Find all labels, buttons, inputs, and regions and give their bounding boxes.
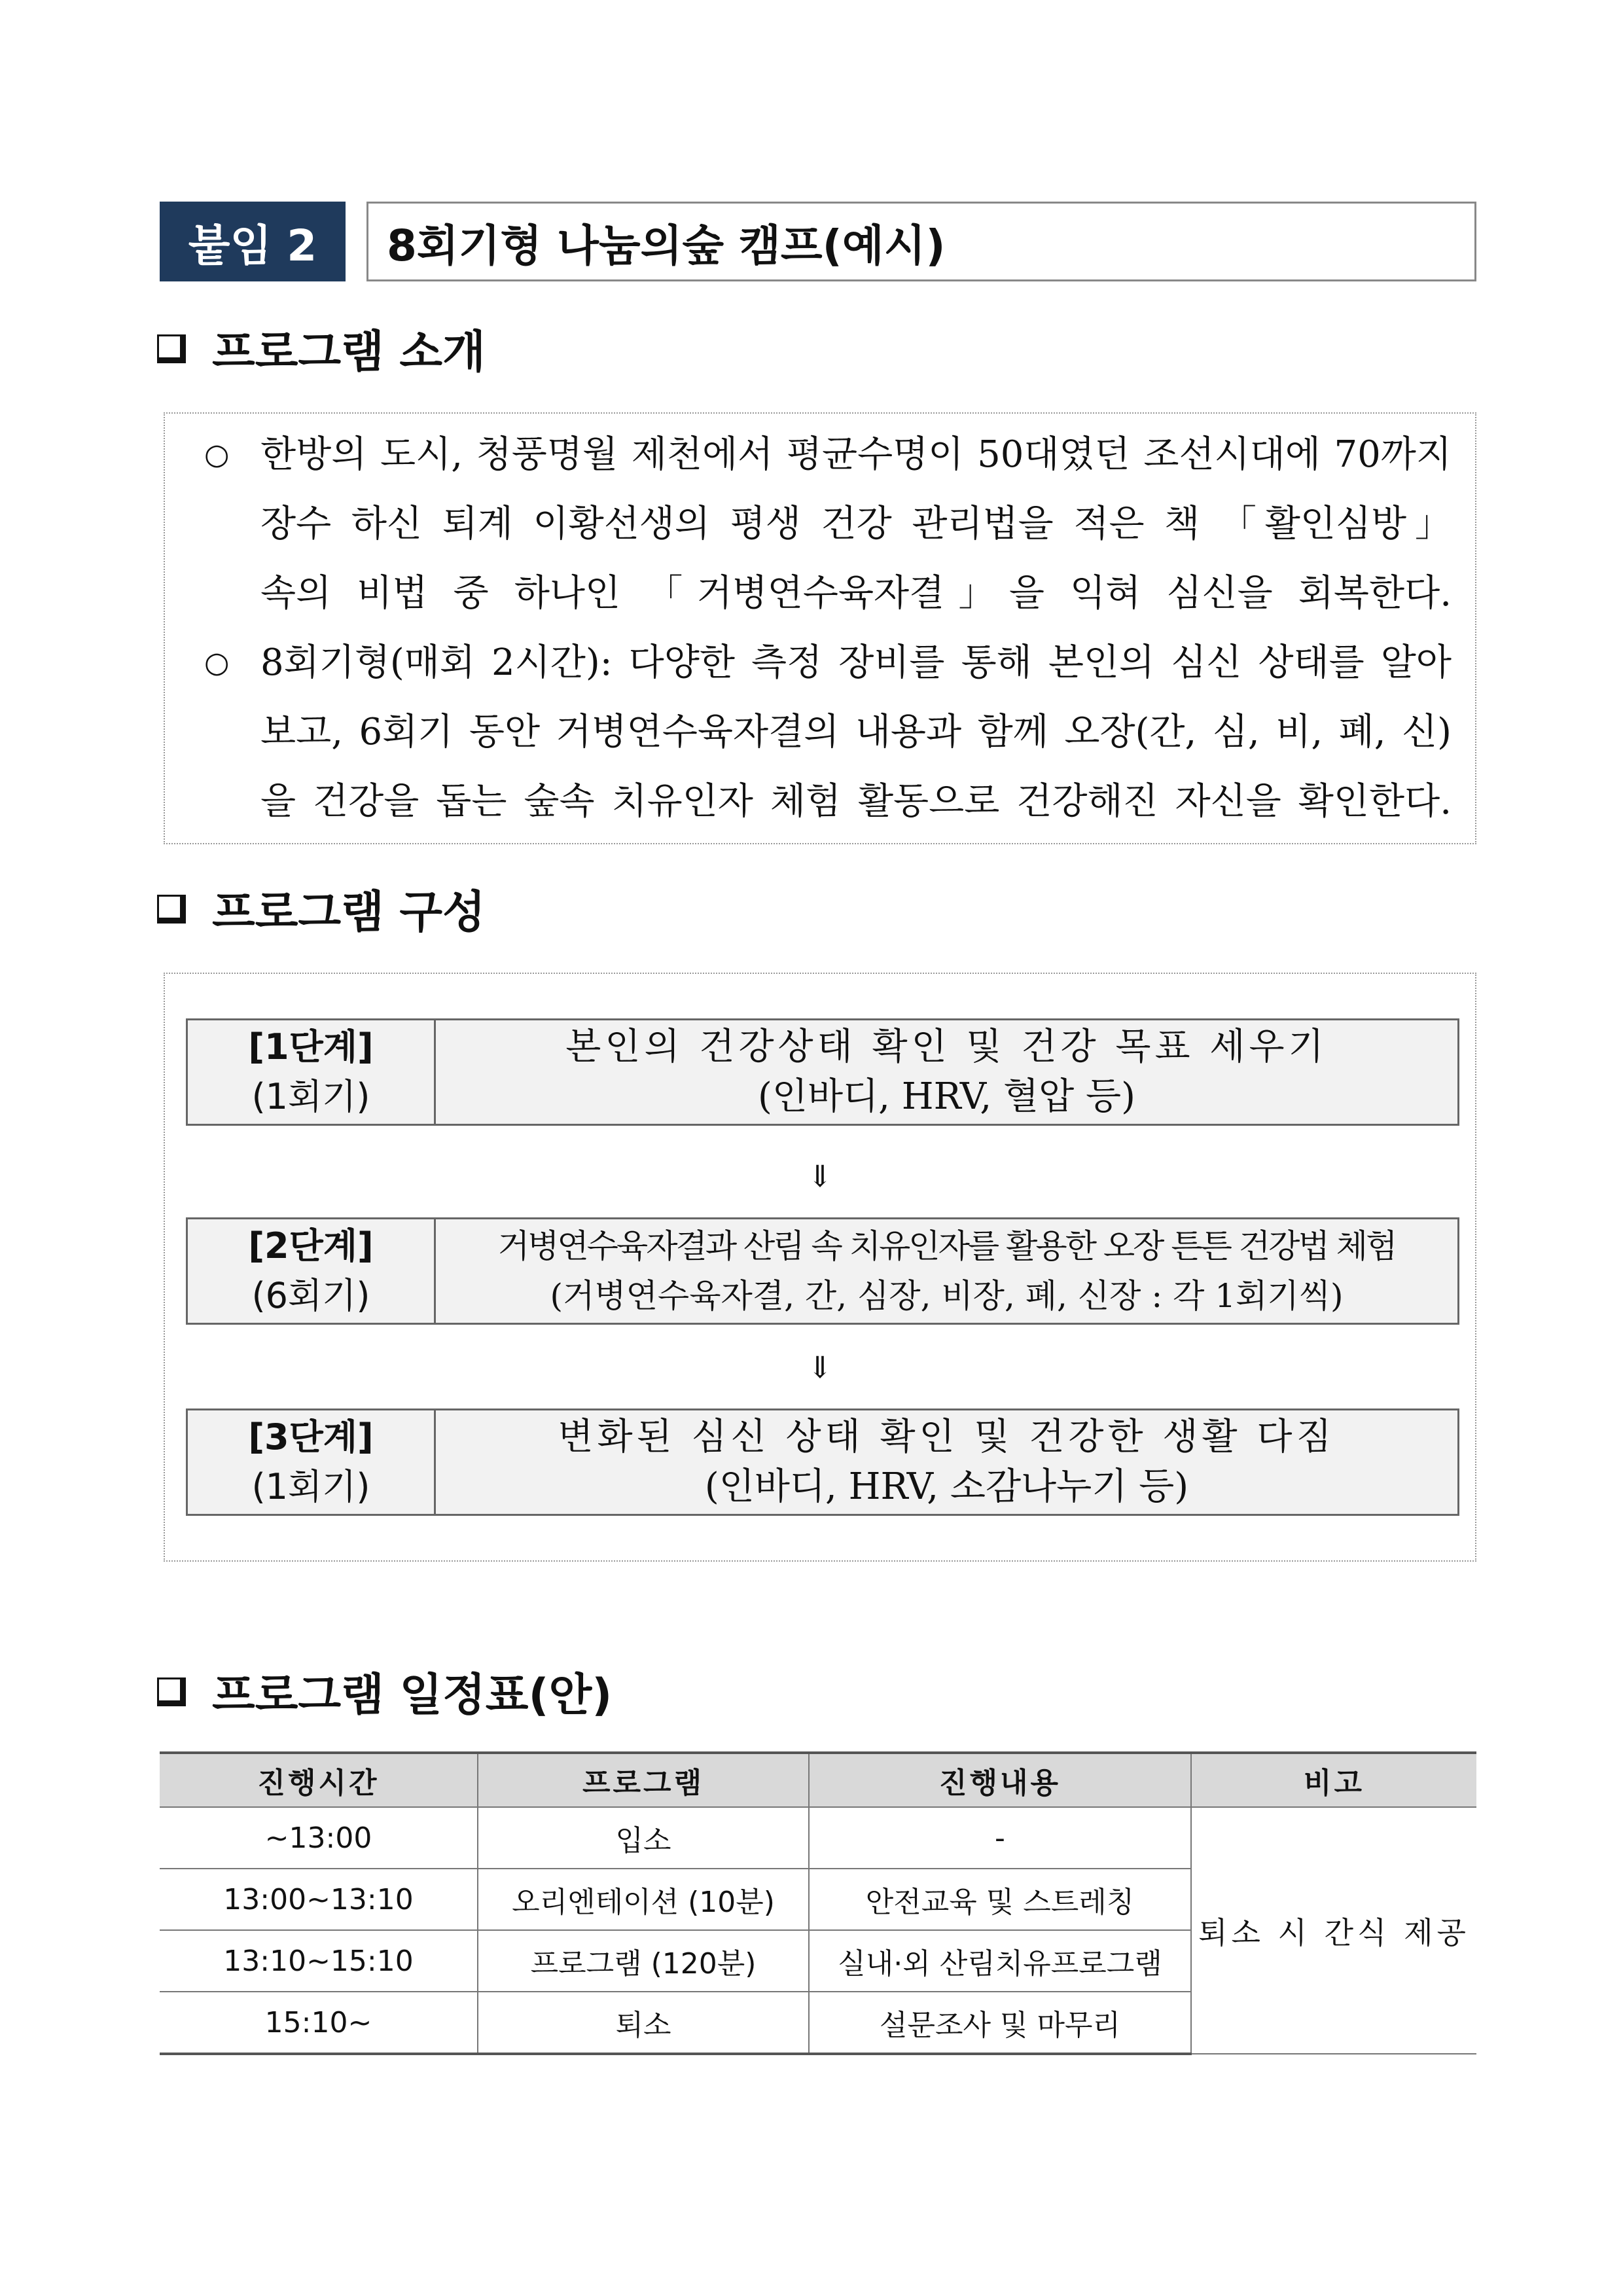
program-cell: 퇴소 [478, 1992, 809, 2054]
stage-desc-line: 변화된 심신 상태 확인 및 건강한 생활 다짐 [558, 1416, 1336, 1458]
checkbox-bullet-icon [157, 895, 186, 924]
stage-3 [186, 1408, 1459, 1516]
column-header: 진행내용 [809, 1753, 1191, 1807]
stage-desc-line: 거병연수육자결과 산림 속 치유인자를 활용한 오장 튼튼 건강법 체험 [497, 1227, 1396, 1265]
paragraph-line: 을 건강을 돕는 숲속 치유인자 체험 활동으로 건강해진 자신을 확인한다. [260, 780, 1452, 823]
down-arrow-icon: ⇓ [807, 1350, 833, 1385]
intro-bullet-2 [165, 628, 1475, 844]
schedule-table [160, 1751, 1476, 2055]
stage-name: [3단계] [248, 1416, 374, 1458]
stage-description [436, 1410, 1457, 1514]
stage-desc-line: (거병연수육자결, 간, 심장, 비장, 폐, 신장 : 각 1회기씩) [550, 1277, 1344, 1315]
stage-sessions: (1회기) [251, 1466, 370, 1507]
intro-box [164, 412, 1476, 844]
intro-bullet-1 [165, 420, 1475, 636]
time-cell: 13:00~13:10 [160, 1869, 478, 1930]
column-header: 프로그램 [478, 1753, 809, 1807]
stage-desc-line: (인바디, HRV, 소감나누기 등) [704, 1465, 1189, 1508]
time-cell: ~13:00 [160, 1807, 478, 1869]
program-cell: 오리엔테이션 (10분) [478, 1869, 809, 1930]
stage-label [188, 1410, 436, 1514]
content-cell: - [809, 1807, 1191, 1869]
stage-label [188, 1219, 436, 1323]
time-cell: 15:10~ [160, 1992, 478, 2054]
stage-desc-line: 본인의 건강상태 확인 및 건강 목표 세우기 [565, 1026, 1328, 1068]
section-heading-structure [157, 877, 486, 941]
paragraph-line: 보고, 6회기 동안 거병연수육자결의 내용과 함께 오장(간, 심, 비, 폐, 신) [260, 711, 1452, 753]
content-cell: 실내·외 산림치유프로그램 [809, 1930, 1191, 1992]
section-title: 프로그램 일정표(안) [212, 1670, 613, 1721]
stage-1 [186, 1018, 1459, 1126]
stage-name: [1단계] [248, 1026, 374, 1067]
stage-sessions: (6회기) [251, 1275, 370, 1316]
down-arrow-icon: ⇓ [807, 1158, 833, 1194]
attachment-badge: 붙임 2 [160, 202, 346, 281]
stage-description [436, 1219, 1457, 1323]
stage-sessions: (1회기) [251, 1076, 370, 1117]
section-title: 프로그램 구성 [212, 887, 486, 939]
table-header-row [160, 1753, 1476, 1807]
stage-description [436, 1020, 1457, 1124]
paragraph-line: 한방의 도시, 청풍명월 제천에서 평균수명이 50대였던 조선시대에 70까지 [260, 433, 1452, 476]
content-cell: 안전교육 및 스트레칭 [809, 1869, 1191, 1930]
section-title: 프로그램 소개 [212, 327, 486, 378]
column-header: 진행시간 [160, 1753, 478, 1807]
content-cell: 설문조사 및 마무리 [809, 1992, 1191, 2054]
document-title: 8회기형 나눔의숲 캠프(예시) [366, 202, 1476, 281]
section-heading-intro [157, 317, 486, 380]
circle-bullet-icon: ○ [204, 646, 230, 679]
paragraph-line: 속의 비법 중 하나인 「거병연수육자결」을 익혀 심신을 회복한다. [260, 572, 1452, 615]
stage-label [188, 1020, 436, 1124]
circle-bullet-icon: ○ [204, 438, 230, 471]
stage-2 [186, 1217, 1459, 1325]
time-cell: 13:10~15:10 [160, 1930, 478, 1992]
checkbox-bullet-icon [157, 1677, 186, 1706]
column-header: 비고 [1191, 1753, 1476, 1807]
checkbox-bullet-icon [157, 334, 186, 363]
table-row [160, 1807, 1476, 1869]
stage-desc-line: (인바디, HRV, 혈압 등) [758, 1075, 1135, 1118]
paragraph-line: 장수 하신 퇴계 이황선생의 평생 건강 관리법을 적은 책 「활인심방」 [260, 503, 1452, 545]
note-cell: 퇴소 시 간식 제공 [1191, 1807, 1476, 2054]
stage-name: [2단계] [248, 1225, 374, 1266]
stages-box [164, 973, 1476, 1562]
program-cell: 프로그램 (120분) [478, 1930, 809, 1992]
program-cell: 입소 [478, 1807, 809, 1869]
section-heading-schedule [157, 1660, 612, 1723]
paragraph-line: 8회기형(매회 2시간): 다양한 측정 장비를 통해 본인의 심신 상태를 알아 [260, 641, 1452, 684]
